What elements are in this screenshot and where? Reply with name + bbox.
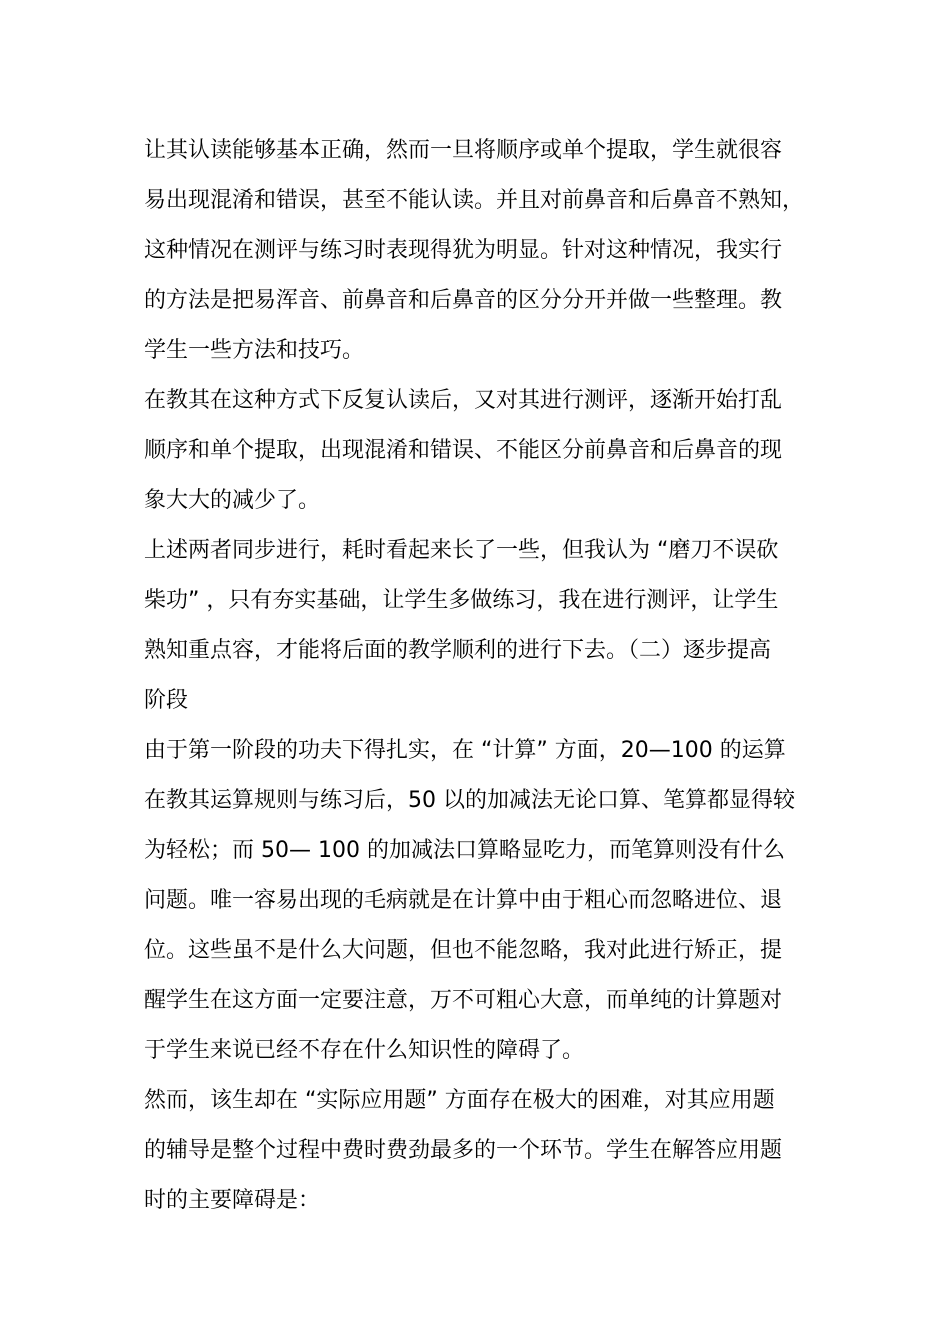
text-line: 为轻松；而 50— 100 的加减法口算略显吃力，而笔算则没有什么 bbox=[144, 838, 785, 863]
text-line: 醒学生在这方面一定要注意，万不可粗心大意，而单纯的计算题对 bbox=[144, 988, 783, 1013]
paragraph-4 bbox=[144, 726, 824, 1076]
text-line: 问题。唯一容易出现的毛病就是在计算中由于粗心而忽略进位、退 bbox=[144, 888, 783, 913]
document-body bbox=[144, 126, 824, 1226]
text-line: 学生一些方法和技巧。 bbox=[144, 338, 365, 363]
text-line: 柴功” ，只有夯实基础，让学生多做练习，我在进行测评，让学生 bbox=[144, 588, 779, 613]
paragraph-3 bbox=[144, 526, 824, 726]
text-line: 于学生来说已经不存在什么知识性的障碍了。 bbox=[144, 1038, 585, 1063]
text-line: 位。这些虽不是什么大问题，但也不能忽略，我对此进行矫正，提 bbox=[144, 938, 783, 963]
paragraph-2 bbox=[144, 376, 824, 526]
text-line: 在教其运算规则与练习后，50 以的加减法无论口算、笔算都显得较 bbox=[144, 788, 795, 813]
text-line: 象大大的减少了。 bbox=[144, 488, 321, 513]
text-line: 在教其在这种方式下反复认读后，又对其进行测评，逐渐开始打乱 bbox=[144, 388, 783, 413]
text-line: 的辅导是整个过程中费时费劲最多的一个环节。学生在解答应用题 bbox=[144, 1138, 783, 1163]
text-line: 然而，该生却在 “实际应用题” 方面存在极大的困难，对其应用题 bbox=[144, 1088, 775, 1113]
paragraph-1 bbox=[144, 126, 824, 376]
text-line: 让其认读能够基本正确，然而一旦将顺序或单个提取，学生就很容 bbox=[144, 138, 783, 163]
text-line: 由于第一阶段的功夫下得扎实，在 “计算” 方面，20—100 的运算 bbox=[144, 738, 786, 763]
text-line: 阶段 bbox=[144, 688, 189, 713]
text-line: 熟知重点容，才能将后面的教学顺利的进行下去。（二）逐步提高 bbox=[144, 638, 772, 663]
paragraph-5 bbox=[144, 1076, 824, 1226]
text-line: 顺序和单个提取，出现混淆和错误、不能区分前鼻音和后鼻音的现 bbox=[144, 438, 783, 463]
text-line: 的方法是把易浑音、前鼻音和后鼻音的区分分开并做一些整理。教 bbox=[144, 288, 783, 313]
text-line: 时的主要障碍是： bbox=[144, 1188, 321, 1213]
text-line: 上述两者同步进行，耗时看起来长了一些，但我认为 “磨刀不误砍 bbox=[144, 538, 779, 563]
text-line: 易出现混淆和错误，甚至不能认读。并且对前鼻音和后鼻音不熟知， bbox=[144, 188, 805, 213]
text-line: 这种情况在测评与练习时表现得犹为明显。针对这种情况，我实行 bbox=[144, 238, 783, 263]
